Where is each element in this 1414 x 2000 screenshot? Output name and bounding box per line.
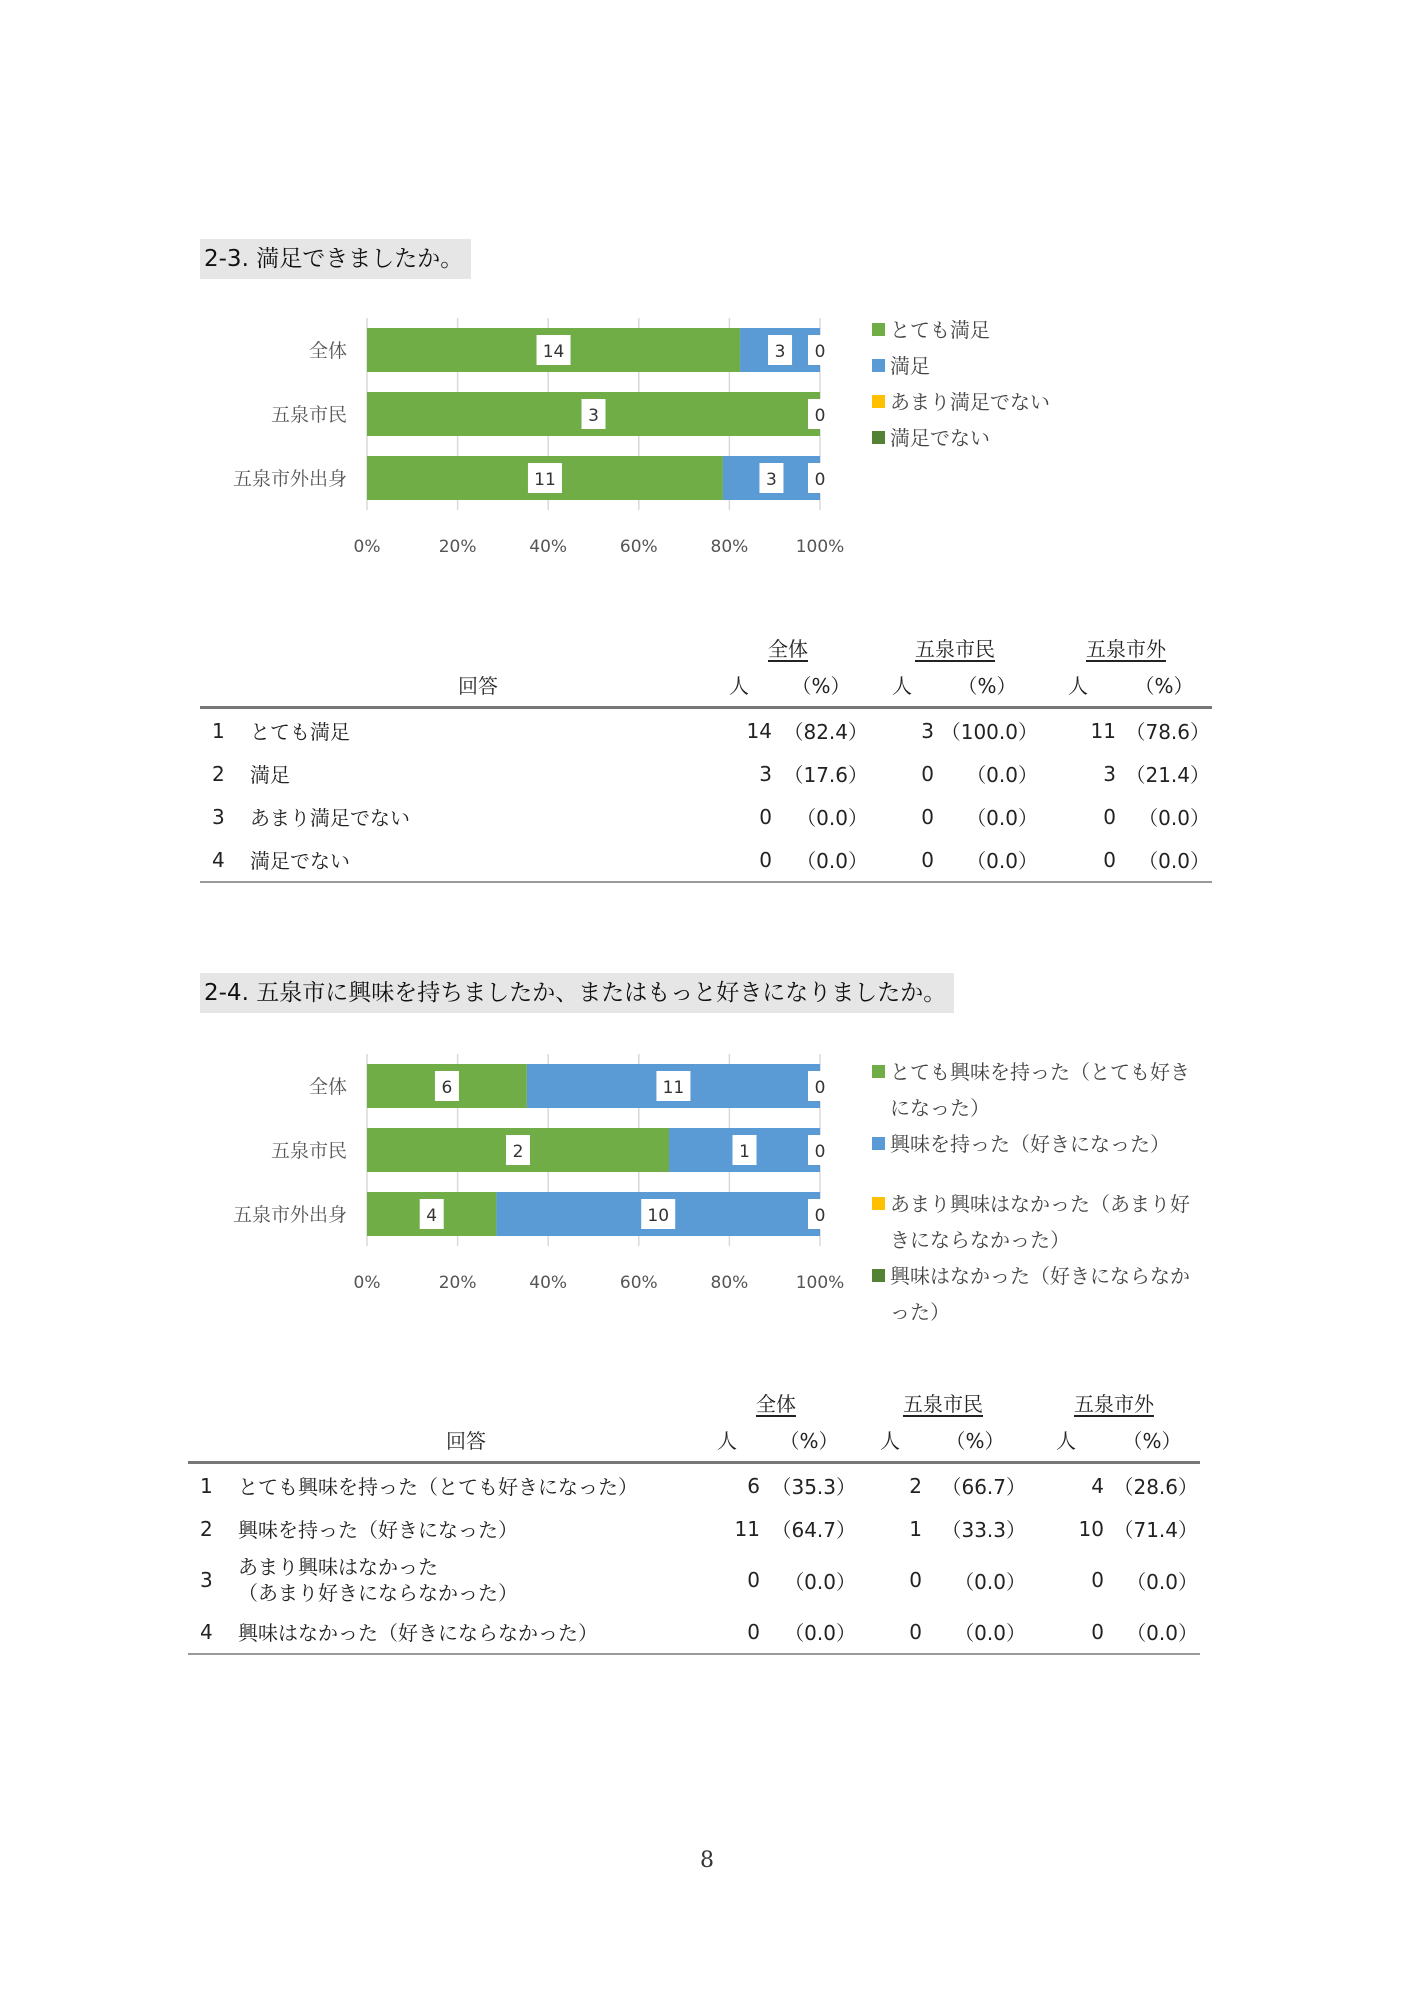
table-row <box>188 1610 1200 1654</box>
table-row <box>188 1463 1200 1508</box>
data-label: 0 <box>814 1142 826 1162</box>
x-tick-label: 0% <box>353 537 381 557</box>
percent-cell: （17.6） <box>783 763 868 787</box>
data-label: 4 <box>426 1206 438 1226</box>
row-number: 4 <box>200 838 250 882</box>
data-label: 10 <box>647 1206 670 1226</box>
count-header: 人 <box>694 1417 760 1463</box>
legend-label: 興味を持った（好きになった） <box>890 1132 1170 1156</box>
percent-header: （%） <box>1104 1417 1200 1463</box>
answer-header: 回答 <box>238 1417 694 1463</box>
category-label: 五泉市民 <box>270 404 347 426</box>
answer-label: とても興味を持った（とても好きになった） <box>238 1475 638 1499</box>
percent-header: （%） <box>1116 662 1212 708</box>
answer-label <box>238 1550 694 1610</box>
group-header: 五泉市民 <box>903 1392 983 1416</box>
legend-swatch <box>872 1269 885 1282</box>
count-cell: 0 <box>1040 838 1116 882</box>
percent-header: （%） <box>934 662 1040 708</box>
legend-item <box>872 1126 1202 1162</box>
legend-item <box>872 384 1082 420</box>
percent-cell: （78.6） <box>1125 720 1210 744</box>
legend-item <box>872 1258 1202 1330</box>
data-label: 0 <box>814 1206 826 1226</box>
percent-cell: （0.0） <box>1126 1569 1198 1594</box>
percent-cell: （0.0） <box>784 1569 856 1594</box>
group-header: 五泉市外 <box>1074 1392 1154 1416</box>
count-cell: 4 <box>1091 1473 1104 1498</box>
category-label: 五泉市外出身 <box>232 1204 347 1226</box>
percent-cell: （100.0） <box>940 720 1038 744</box>
row-number: 2 <box>212 761 225 786</box>
count-cell: 14 <box>746 718 772 743</box>
table-row <box>200 838 1212 882</box>
legend-label: 満足でない <box>890 426 990 450</box>
answer-label: 興味を持った（好きになった） <box>238 1518 518 1542</box>
percent-cell: （0.0） <box>934 838 1040 882</box>
category-label: 全体 <box>308 1076 347 1098</box>
answer-line-2: （あまり好きにならなかった） <box>238 1581 518 1605</box>
legend-item <box>872 1054 1202 1126</box>
legend-swatch <box>872 395 885 408</box>
percent-cell: （0.0） <box>760 1610 858 1654</box>
percent-cell: （0.0） <box>966 763 1038 787</box>
group-header: 五泉市外 <box>1086 637 1166 661</box>
group-header: 五泉市民 <box>915 637 995 661</box>
percent-cell: （0.0） <box>922 1610 1028 1654</box>
count-cell: 11 <box>734 1516 760 1541</box>
count-header: 人 <box>1028 1417 1104 1463</box>
data-label: 3 <box>766 470 777 490</box>
percent-header: （%） <box>772 662 870 708</box>
count-cell: 0 <box>921 804 934 829</box>
count-cell: 0 <box>1103 804 1116 829</box>
legend-label: とても興味を持った（とても好きになった） <box>890 1060 1190 1120</box>
percent-cell: （0.0） <box>954 1569 1026 1594</box>
group-header: 全体 <box>768 637 808 661</box>
legend-swatch <box>872 1197 885 1210</box>
legend-swatch <box>872 1137 885 1150</box>
x-tick-label: 40% <box>529 1273 568 1293</box>
data-label: 0 <box>814 342 826 362</box>
row-number: 1 <box>200 1473 213 1498</box>
x-tick-label: 100% <box>795 1273 845 1293</box>
section-title-2-3: 2-3. 満足できましたか。 <box>200 239 471 279</box>
table-row <box>200 708 1212 753</box>
row-number: 4 <box>188 1610 238 1654</box>
x-tick-label: 60% <box>619 1273 658 1293</box>
data-label: 0 <box>814 406 826 426</box>
x-tick-label: 20% <box>438 1273 477 1293</box>
x-tick-label: 80% <box>710 1273 749 1293</box>
count-cell: 6 <box>747 1473 760 1498</box>
count-cell: 0 <box>921 761 934 786</box>
legend-swatch <box>872 1065 885 1078</box>
count-cell: 11 <box>1090 718 1116 743</box>
x-tick-label: 80% <box>710 537 749 557</box>
percent-cell: （0.0） <box>966 806 1038 830</box>
legend-swatch <box>872 359 885 372</box>
answer-label: あまり満足でない <box>250 806 410 830</box>
legend-label: あまり満足でない <box>890 390 1050 414</box>
group-header: 全体 <box>756 1392 796 1416</box>
count-cell: 10 <box>1078 1516 1104 1541</box>
count-cell: 1 <box>909 1516 922 1541</box>
percent-cell: （28.6） <box>1113 1475 1198 1499</box>
table-row <box>188 1507 1200 1550</box>
data-label: 11 <box>662 1078 685 1098</box>
percent-cell: （0.0） <box>796 806 868 830</box>
answer-header: 回答 <box>250 662 706 708</box>
percent-cell: （21.4） <box>1125 763 1210 787</box>
row-number: 1 <box>212 718 225 743</box>
percent-cell: （0.0） <box>772 838 870 882</box>
data-label: 0 <box>814 1078 826 1098</box>
x-tick-label: 60% <box>619 537 658 557</box>
interest-table <box>188 1375 1200 1655</box>
percent-cell: （35.3） <box>771 1475 856 1499</box>
interest-bar-chart <box>200 1046 860 1296</box>
count-cell: 0 <box>858 1610 922 1654</box>
data-label: 2 <box>512 1142 524 1162</box>
answer-label: 満足でない <box>250 838 706 882</box>
page-number: 8 <box>700 1848 714 1873</box>
satisfaction-table <box>200 620 1212 883</box>
data-label: 1 <box>739 1142 750 1162</box>
count-cell: 0 <box>1028 1610 1104 1654</box>
percent-cell: （64.7） <box>771 1518 856 1542</box>
percent-cell: （71.4） <box>1113 1518 1198 1542</box>
percent-cell: （0.0） <box>1138 806 1210 830</box>
x-tick-label: 20% <box>438 537 477 557</box>
category-label: 全体 <box>308 340 347 362</box>
percent-cell: （82.4） <box>783 720 868 744</box>
legend-item <box>872 420 1082 456</box>
section-title-2-4: 2-4. 五泉市に興味を持ちましたか、またはもっと好きになりましたか。 <box>200 973 954 1013</box>
table-row <box>200 752 1212 795</box>
legend-swatch <box>872 323 885 336</box>
count-cell: 3 <box>1103 761 1116 786</box>
legend-label: とても満足 <box>890 318 990 342</box>
count-header: 人 <box>706 662 772 708</box>
count-cell: 0 <box>1091 1568 1104 1592</box>
category-label: 五泉市外出身 <box>232 468 347 490</box>
count-cell: 3 <box>921 718 934 743</box>
x-tick-label: 100% <box>795 537 845 557</box>
legend-item <box>872 348 1082 384</box>
data-label: 3 <box>588 406 599 426</box>
answer-line-1: あまり興味はなかった <box>238 1555 438 1579</box>
count-cell: 3 <box>759 761 772 786</box>
satisfaction-bar-chart <box>200 310 860 560</box>
legend-label: 興味はなかった（好きにならなかった） <box>890 1264 1190 1324</box>
data-label: 14 <box>542 342 565 362</box>
row-number: 2 <box>200 1516 213 1541</box>
count-cell: 0 <box>759 804 772 829</box>
count-cell: 0 <box>694 1610 760 1654</box>
percent-cell: （0.0） <box>1116 838 1212 882</box>
interest-legend <box>872 1054 1202 1330</box>
legend-label: あまり興味はなかった（あまり好きにならなかった） <box>890 1192 1190 1252</box>
count-cell: 0 <box>870 838 934 882</box>
legend-item <box>872 312 1082 348</box>
percent-cell: （0.0） <box>1104 1610 1200 1654</box>
answer-label: 満足 <box>250 763 290 787</box>
legend-swatch <box>872 431 885 444</box>
data-label: 11 <box>534 470 556 490</box>
count-cell: 0 <box>747 1568 760 1592</box>
percent-header: （%） <box>922 1417 1028 1463</box>
percent-cell: （33.3） <box>941 1518 1026 1542</box>
category-label: 五泉市民 <box>270 1140 347 1162</box>
count-header: 人 <box>858 1417 922 1463</box>
answer-label: とても満足 <box>250 720 350 744</box>
satisfaction-legend <box>872 312 1082 456</box>
data-label: 0 <box>814 470 826 490</box>
row-number: 3 <box>200 1568 213 1592</box>
data-label: 6 <box>441 1078 453 1098</box>
x-tick-label: 40% <box>529 537 568 557</box>
count-cell: 0 <box>909 1568 922 1592</box>
percent-header: （%） <box>760 1417 858 1463</box>
count-cell: 2 <box>909 1473 922 1498</box>
count-header: 人 <box>1040 662 1116 708</box>
legend-item <box>872 1186 1202 1258</box>
legend-label: 満足 <box>890 354 930 378</box>
answer-label: 興味はなかった（好きにならなかった） <box>238 1610 694 1654</box>
count-header: 人 <box>870 662 934 708</box>
row-number: 3 <box>212 804 225 829</box>
data-label: 3 <box>774 342 786 362</box>
x-tick-label: 0% <box>353 1273 381 1293</box>
table-row <box>200 795 1212 838</box>
count-cell: 0 <box>706 838 772 882</box>
percent-cell: （66.7） <box>941 1475 1026 1499</box>
table-row <box>188 1550 1200 1610</box>
